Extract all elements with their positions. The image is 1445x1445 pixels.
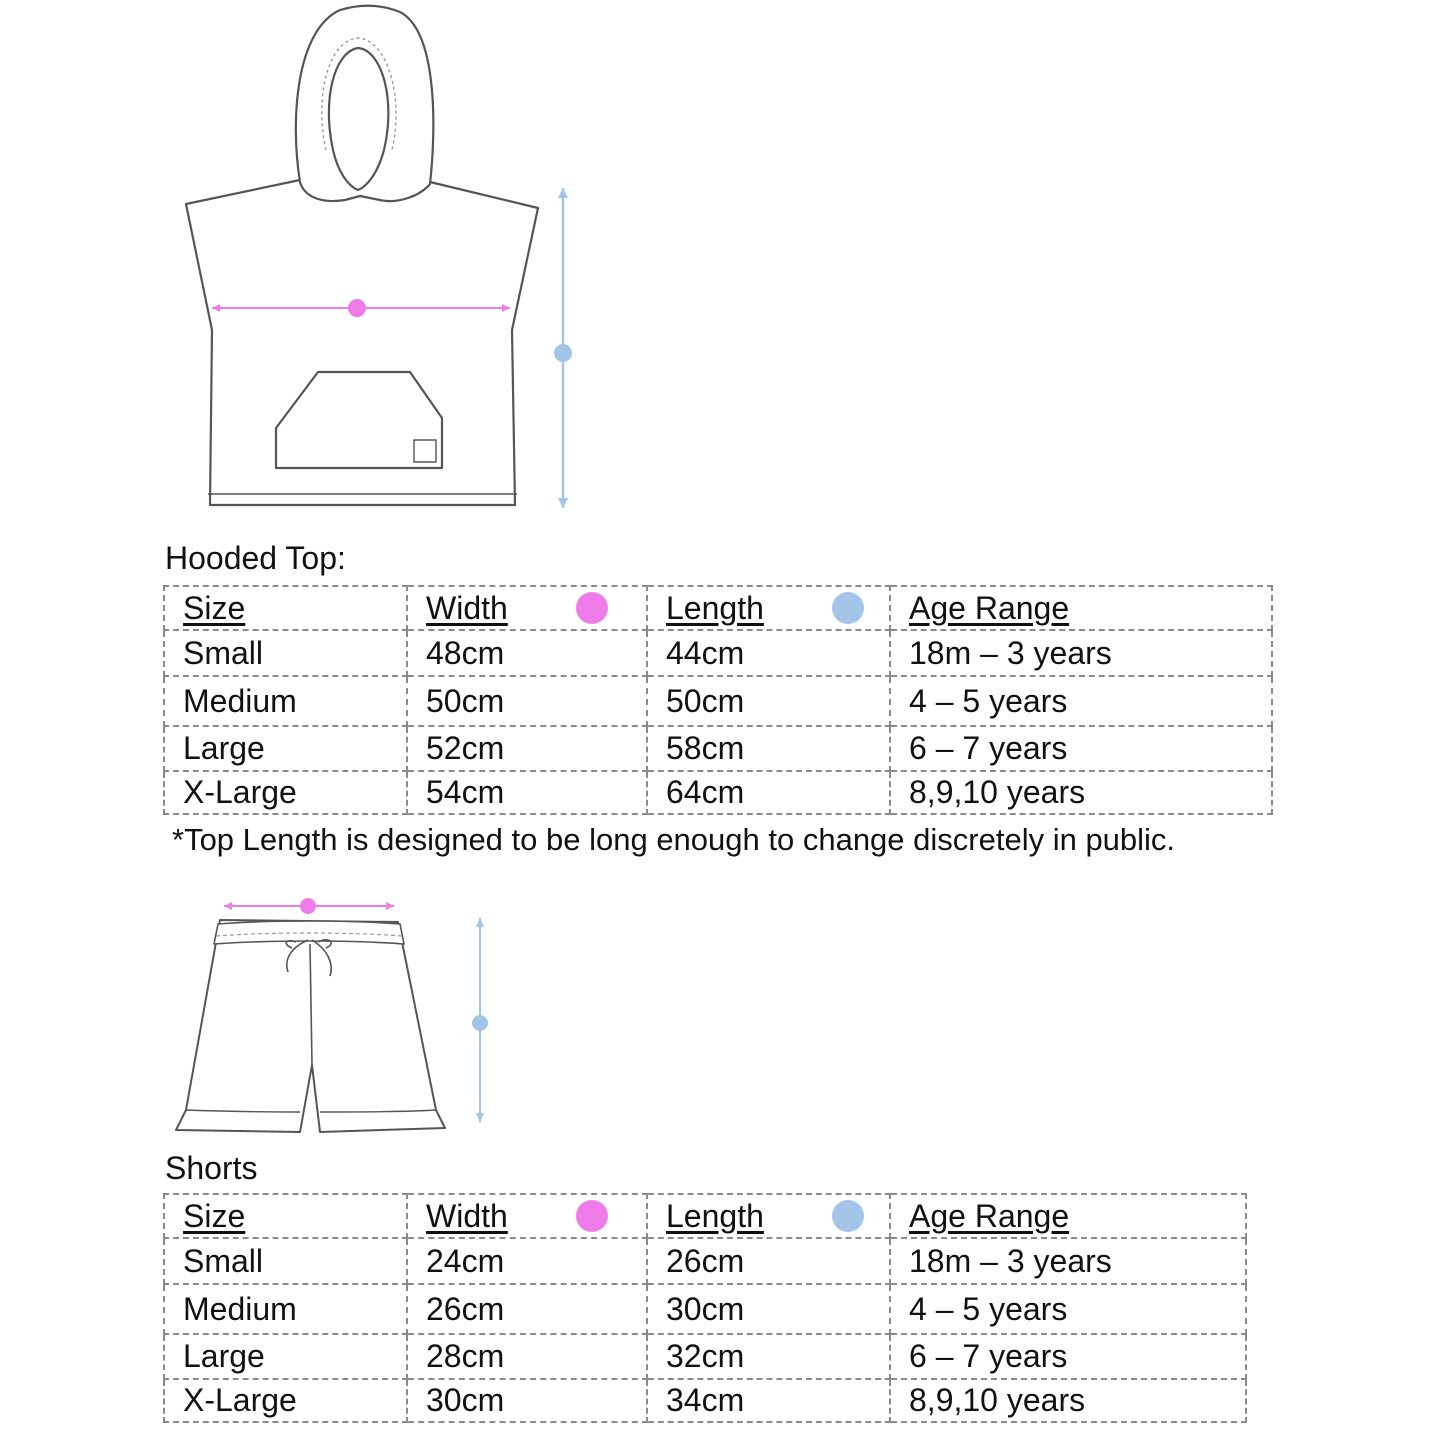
cell-length: 26cm <box>647 1238 890 1284</box>
header-width: Width <box>426 1197 508 1234</box>
table-row <box>164 771 1272 814</box>
cell-length: 34cm <box>647 1379 890 1422</box>
cell-size: Small <box>164 1238 407 1284</box>
width-marker-dot <box>348 299 366 317</box>
pocket-label <box>414 440 436 462</box>
cell-length: 50cm <box>647 676 890 726</box>
shorts-illustration <box>0 880 560 1150</box>
cell-size: Medium <box>164 1284 407 1334</box>
table-row <box>164 676 1272 726</box>
header-age-range: Age Range <box>909 589 1070 626</box>
hooded-top-size-table <box>163 585 1273 815</box>
cell-width: 26cm <box>407 1284 647 1334</box>
cell-age: 4 – 5 years <box>890 676 1272 726</box>
cell-length: 58cm <box>647 726 890 771</box>
cell-width: 28cm <box>407 1334 647 1379</box>
table-row <box>164 630 1272 676</box>
shorts-length-measure <box>472 918 488 1122</box>
cell-age: 4 – 5 years <box>890 1284 1246 1334</box>
cell-size: Large <box>164 726 407 771</box>
table-row <box>164 1284 1246 1334</box>
table-row <box>164 1334 1246 1379</box>
cell-size: Medium <box>164 676 407 726</box>
cell-age: 18m – 3 years <box>890 630 1272 676</box>
cell-length: 44cm <box>647 630 890 676</box>
length-marker-dot <box>554 344 572 362</box>
cell-width: 24cm <box>407 1238 647 1284</box>
width-color-dot <box>576 1200 608 1232</box>
length-color-dot <box>832 1200 864 1232</box>
cell-width: 30cm <box>407 1379 647 1422</box>
cell-size: Small <box>164 630 407 676</box>
cell-size: X-Large <box>164 1379 407 1422</box>
shorts-width-measure <box>224 898 394 914</box>
table-row <box>164 1379 1246 1422</box>
header-width: Width <box>426 589 508 626</box>
cell-size: X-Large <box>164 771 407 814</box>
cell-size: Large <box>164 1334 407 1379</box>
top-length-footnote: *Top Length is designed to be long enough to change discretely in public. <box>172 822 1176 857</box>
cell-age: 18m – 3 years <box>890 1238 1246 1284</box>
table-row <box>164 726 1272 771</box>
cell-width: 48cm <box>407 630 647 676</box>
table-header-row <box>164 586 1272 630</box>
length-color-dot <box>832 592 864 624</box>
top-length-measure <box>554 188 572 508</box>
cell-age: 6 – 7 years <box>890 726 1272 771</box>
cell-age: 8,9,10 years <box>890 771 1272 814</box>
cell-length: 32cm <box>647 1334 890 1379</box>
cell-age: 8,9,10 years <box>890 1379 1246 1422</box>
cell-width: 52cm <box>407 726 647 771</box>
hooded-top-title: Hooded Top: <box>165 540 346 576</box>
table-row <box>164 1238 1246 1284</box>
cell-width: 50cm <box>407 676 647 726</box>
header-size: Size <box>183 589 246 626</box>
hooded-top-illustration <box>0 0 700 530</box>
width-marker-dot <box>300 898 316 914</box>
header-age-range: Age Range <box>909 1197 1070 1234</box>
length-marker-dot <box>472 1015 488 1031</box>
cell-length: 64cm <box>647 771 890 814</box>
cell-age: 6 – 7 years <box>890 1334 1246 1379</box>
header-length: Length <box>666 589 764 626</box>
header-length: Length <box>666 1197 764 1234</box>
cell-length: 30cm <box>647 1284 890 1334</box>
header-size: Size <box>183 1197 246 1234</box>
cell-width: 54cm <box>407 771 647 814</box>
table-header-row <box>164 1194 1246 1238</box>
shorts-size-table <box>163 1193 1247 1423</box>
shorts-title: Shorts <box>165 1150 258 1186</box>
width-color-dot <box>576 592 608 624</box>
